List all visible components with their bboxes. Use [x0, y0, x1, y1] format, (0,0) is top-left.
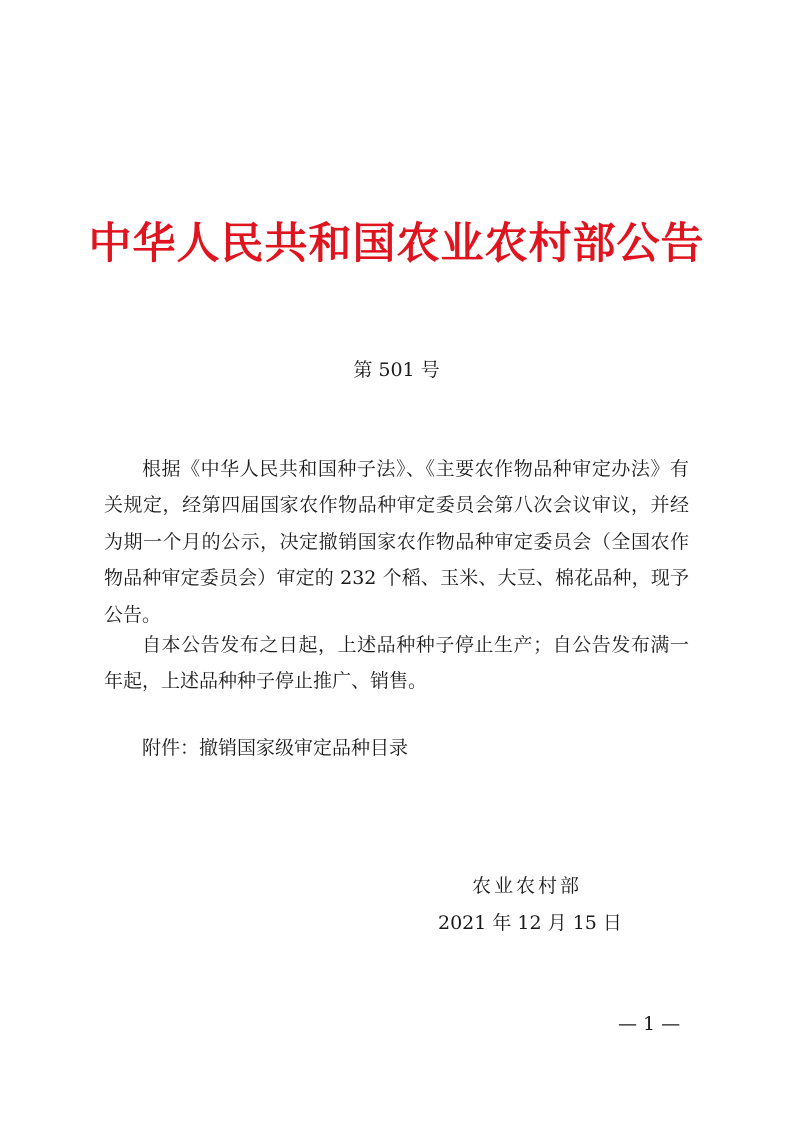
- issue-date: 2021 年 12 月 15 日: [438, 912, 622, 934]
- document-title: 中华人民共和国农业农村部公告: [88, 219, 705, 269]
- body-paragraph: 根据《中华人民共和国种子法》、《主要农作物品种审定办法》有关规定，经第四届国家农作物品种审定委员会第八次会议审议，并经为期一个月的公示，决定撤销国家农作物品种审定委员会（全国农作物品种审定委员会）审定的 232 个稻、玉米、大豆、棉花品种，现予公告。: [104, 458, 689, 626]
- document-number: 第 501 号: [353, 359, 440, 381]
- body-paragraph-1-block: [104, 451, 689, 633]
- body-paragraph-2-block: [104, 627, 689, 700]
- page-number: — 1 —: [618, 1013, 681, 1035]
- issuer-signature: 农业农村部: [472, 875, 583, 897]
- body-paragraph: 自本公告发布之日起，上述品种种子停止生产；自公告发布满一年起，上述品种种子停止推广、销售。: [104, 634, 689, 693]
- attachment-line: 附件：撤销国家级审定品种目录: [142, 737, 409, 759]
